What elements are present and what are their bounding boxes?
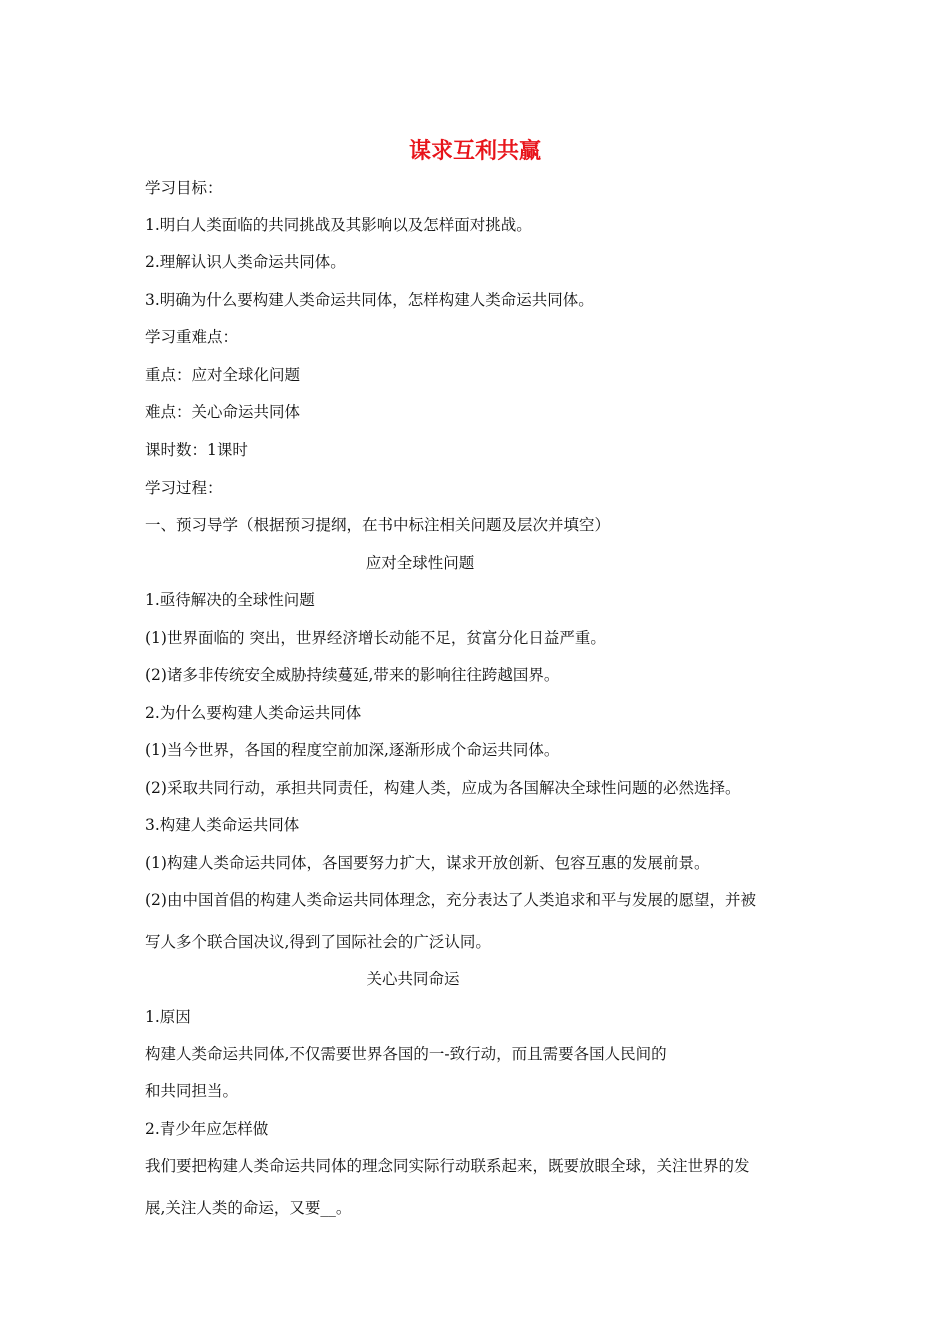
difficult-point: 难点：关心命运共同体	[145, 403, 301, 421]
key-point: 重点：应对全球化问题	[145, 366, 301, 384]
youth-text-continued: 展,关注人类的命运，又要__。	[145, 1199, 352, 1217]
section-heading-learning-goals: 学习目标：	[145, 179, 223, 197]
point-1-item-2: (2)诸多非传统安全威胁持续蔓延,带来的影响往往跨越国界。	[145, 666, 560, 684]
document-title: 谋求互利共赢	[408, 139, 541, 164]
class-hours: 课时数：1课时	[145, 441, 248, 459]
point-3-item-2: (2)由中国首倡的构建人类命运共同体理念，充分表达了人类追求和平与发展的愿望，并被	[145, 891, 756, 909]
youth-text: 我们要把构建人类命运共同体的理念同实际行动联系起来，既要放眼全球，关注世界的发	[145, 1157, 750, 1175]
goal-item-2: 2.理解认识人类命运共同体。	[145, 253, 346, 271]
subheading-common-destiny: 关心共同命运	[366, 970, 460, 988]
point-3-heading: 3.构建人类命运共同体	[145, 816, 300, 834]
goal-item-3: 3.明确为什么要构建人类命运共同体，怎样构建人类命运共同体。	[145, 291, 594, 309]
section-heading-key-points: 学习重难点：	[145, 328, 239, 346]
reason-text-continued: 和共同担当。	[145, 1082, 239, 1100]
point-3-item-1: (1)构建人类命运共同体，各国要努力扩大，谋求开放创新、包容互惠的发展前景。	[145, 854, 710, 872]
preview-guide-heading: 一、预习导学（根据预习提纲，在书中标注相关问题及层次并填空）	[145, 516, 611, 534]
youth-heading: 2.青少年应怎样做	[145, 1120, 269, 1138]
subheading-global-issues: 应对全球性问题	[365, 554, 475, 572]
point-1-item-1: (1)世界面临的 突出，世界经济增长动能不足，贫富分化日益严重。	[145, 629, 606, 647]
point-1-heading: 1.亟待解决的全球性问题	[145, 591, 315, 609]
point-2-heading: 2.为什么要构建人类命运共同体	[145, 704, 362, 722]
reason-text: 构建人类命运共同体,不仅需要世界各国的一-致行动，而且需要各国人民间的	[145, 1045, 667, 1063]
point-2-item-2: (2)采取共同行动，承担共同责任，构建人类，应成为各国解决全球性问题的必然选择。	[145, 779, 741, 797]
goal-item-1: 1.明白人类面临的共同挑战及其影响以及怎样面对挑战。	[145, 216, 532, 234]
point-3-item-2-continued: 写人多个联合国决议,得到了国际社会的广泛认同。	[145, 933, 491, 951]
section-heading-process: 学习过程：	[145, 479, 223, 497]
reason-heading: 1.原因	[145, 1008, 191, 1026]
point-2-item-1: (1)当今世界，各国的程度空前加深,逐渐形成个命运共同体。	[145, 741, 560, 759]
